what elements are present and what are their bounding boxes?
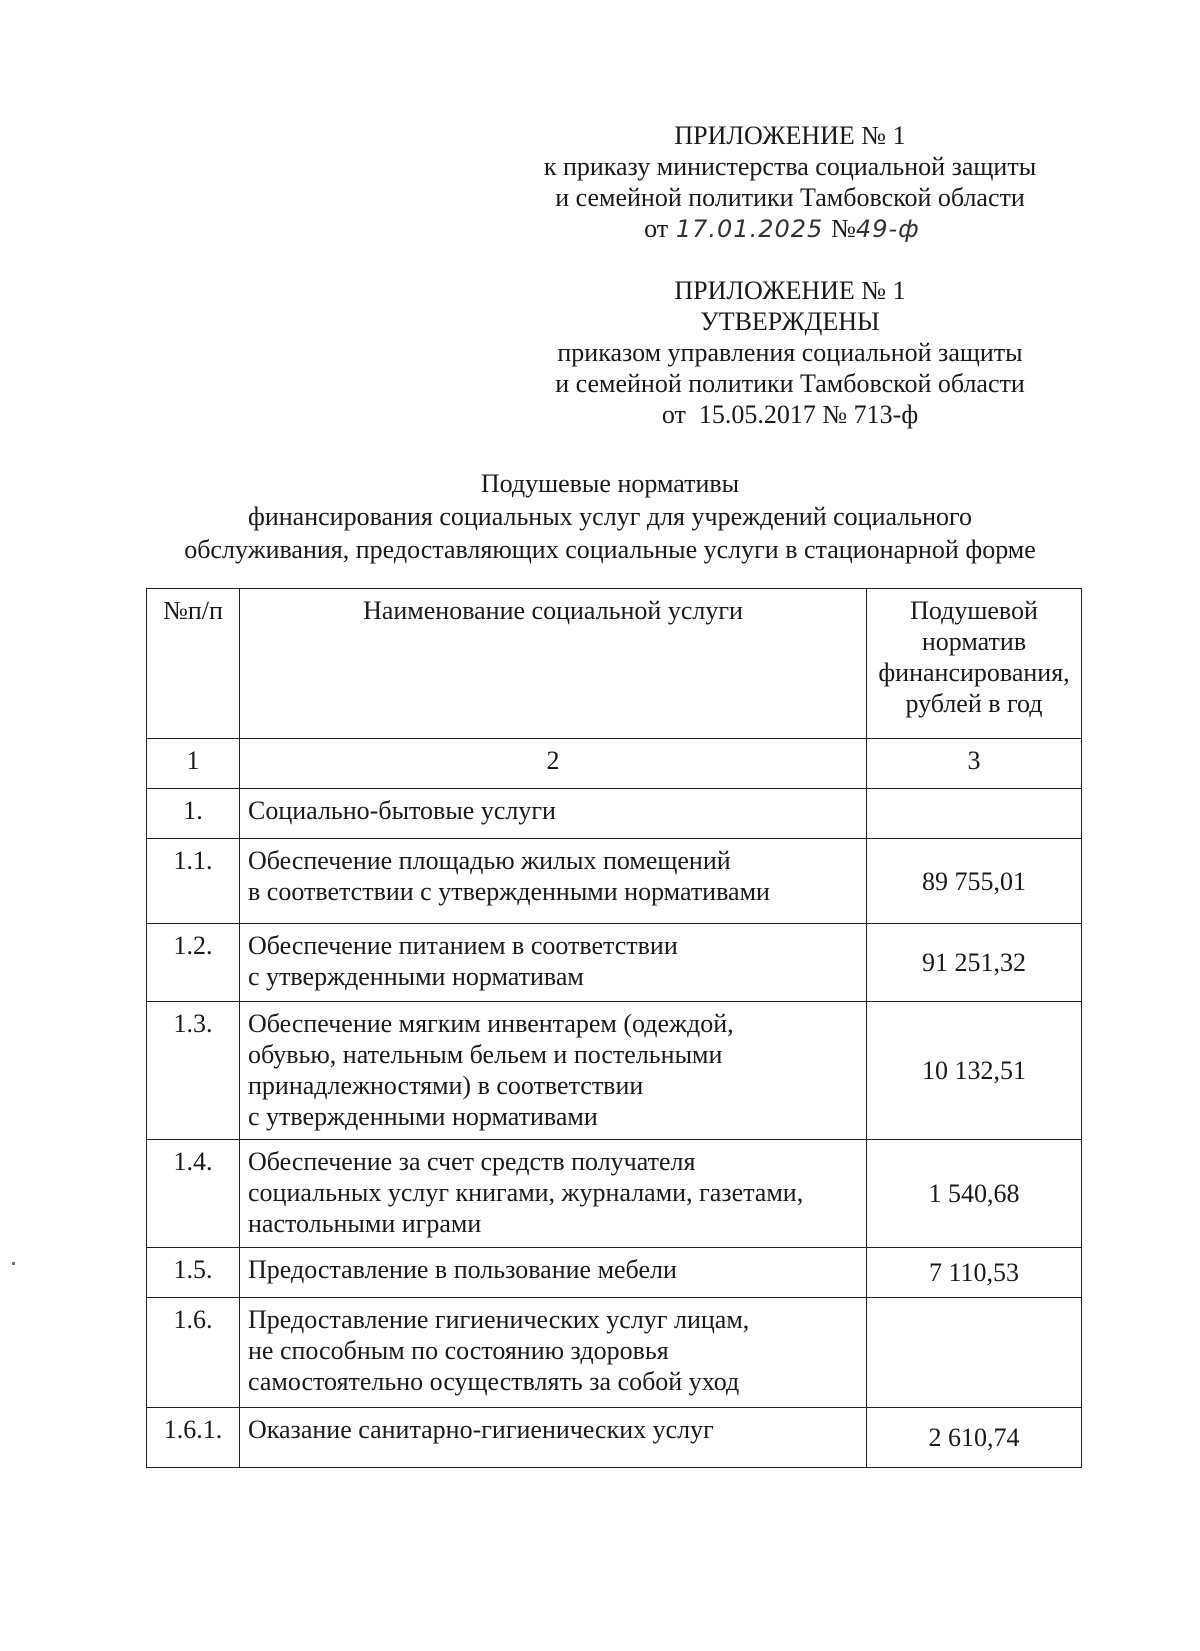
row-number: 1.4. (147, 1140, 240, 1248)
row-norm-value: 10 132,51 (867, 1002, 1082, 1140)
header-norm-line2: норматив (921, 627, 1027, 656)
appendix-current-header (520, 120, 1060, 245)
appendix-original-line1: приказом управления социальной защиты (557, 338, 1023, 367)
column-number: 3 (867, 739, 1082, 789)
service-name-line: не способным по состоянию здоровья (248, 1336, 669, 1365)
row-number: 1.1. (147, 839, 240, 924)
appendix-current-line2: и семейной политики Тамбовской области (555, 183, 1025, 212)
document-title (140, 467, 1080, 566)
service-name-line: Социально-бытовые услуги (248, 796, 556, 825)
service-name-line: социальных услуг книгами, журналами, газетами, (248, 1178, 804, 1207)
table-row (147, 1140, 1082, 1248)
appendix-current-date-line (510, 213, 1060, 245)
service-name-line: Предоставление гигиенических услуг лицам, (248, 1305, 750, 1334)
appendix-original-header (520, 275, 1060, 430)
row-number: 1.2. (147, 924, 240, 1002)
table-row (147, 789, 1082, 839)
row-norm-value: 89 755,01 (867, 839, 1082, 924)
header-norm-line1: Подушевой (910, 596, 1038, 625)
row-service-name (240, 1002, 867, 1140)
service-name-line: Обеспечение мягким инвентарем (одеждой, (248, 1009, 734, 1038)
handwritten-date: 17.01.2025 (675, 215, 824, 243)
row-number: 1.6.1. (147, 1408, 240, 1468)
service-name-line: самостоятельно осуществлять за собой уход (248, 1367, 740, 1396)
appendix-original-line2: и семейной политики Тамбовской области (555, 369, 1025, 398)
scan-speck (12, 1262, 15, 1265)
row-service-name (240, 1248, 867, 1298)
row-number: 1.6. (147, 1298, 240, 1408)
service-name-line: Предоставление в пользование мебели (248, 1255, 677, 1284)
table-row (147, 1408, 1082, 1468)
service-name-line: Обеспечение за счет средств получателя (248, 1147, 696, 1176)
table-body (147, 789, 1082, 1468)
table-row (147, 1002, 1082, 1140)
service-name-line: в соответствии с утвержденными нормативами (248, 877, 770, 906)
service-name-line: с утвержденными нормативами (248, 1102, 598, 1131)
document-title-line2: финансирования социальных услуг для учреждений социального (247, 502, 973, 531)
header-name: Наименование социальной услуги (240, 589, 867, 739)
row-norm-value (867, 789, 1082, 839)
appendix-original-title: ПРИЛОЖЕНИЕ № 1 (674, 276, 906, 305)
service-name-line: Обеспечение питанием в соответствии (248, 931, 678, 960)
appendix-current-line1: к приказу министерства социальной защиты (543, 152, 1037, 181)
row-service-name (240, 839, 867, 924)
table-row (147, 839, 1082, 924)
column-number: 1 (147, 739, 240, 789)
appendix-original-date-line: от 15.05.2017 № 713-ф (661, 400, 919, 429)
date-prefix: от (644, 214, 669, 243)
header-num: №п/п (147, 589, 240, 739)
row-norm-value: 91 251,32 (867, 924, 1082, 1002)
service-name-line: с утвержденными нормативам (248, 962, 584, 991)
row-number: 1.5. (147, 1248, 240, 1298)
row-norm-value (867, 1298, 1082, 1408)
header-norm-line3: финансирования, (878, 658, 1070, 687)
row-norm-value: 1 540,68 (867, 1140, 1082, 1248)
row-service-name (240, 1408, 867, 1468)
table-row (147, 924, 1082, 1002)
column-number-row (147, 739, 1082, 789)
header-norm (867, 589, 1082, 739)
row-number: 1. (147, 789, 240, 839)
column-number: 2 (240, 739, 867, 789)
document-title-line1: Подушевые нормативы (480, 469, 740, 498)
number-prefix: № (831, 214, 856, 243)
service-name-line: настольными играми (248, 1209, 482, 1238)
appendix-current-title: ПРИЛОЖЕНИЕ № 1 (674, 121, 906, 150)
row-service-name (240, 924, 867, 1002)
table-row (147, 1298, 1082, 1408)
row-number: 1.3. (147, 1002, 240, 1140)
row-service-name (240, 789, 867, 839)
service-name-line: принадлежностями) в соответствии (248, 1071, 644, 1100)
row-service-name (240, 1140, 867, 1248)
row-norm-value: 7 110,53 (867, 1248, 1082, 1298)
handwritten-number: 49-ф (855, 215, 920, 243)
document-title-line3: обслуживания, предоставляющих социальные услуги в стационарной форме (184, 535, 1036, 564)
header-norm-line4: рублей в год (905, 689, 1043, 718)
norms-table (146, 588, 1082, 1468)
row-norm-value: 2 610,74 (867, 1408, 1082, 1468)
row-service-name (240, 1298, 867, 1408)
table-row (147, 1248, 1082, 1298)
table-header-row (147, 589, 1082, 739)
service-name-line: обувью, нательным бельем и постельными (248, 1040, 723, 1069)
service-name-line: Оказание санитарно-гигиенических услуг (248, 1415, 714, 1444)
approved-label: УТВЕРЖДЕНЫ (700, 307, 880, 336)
service-name-line: Обеспечение площадью жилых помещений (248, 846, 731, 875)
